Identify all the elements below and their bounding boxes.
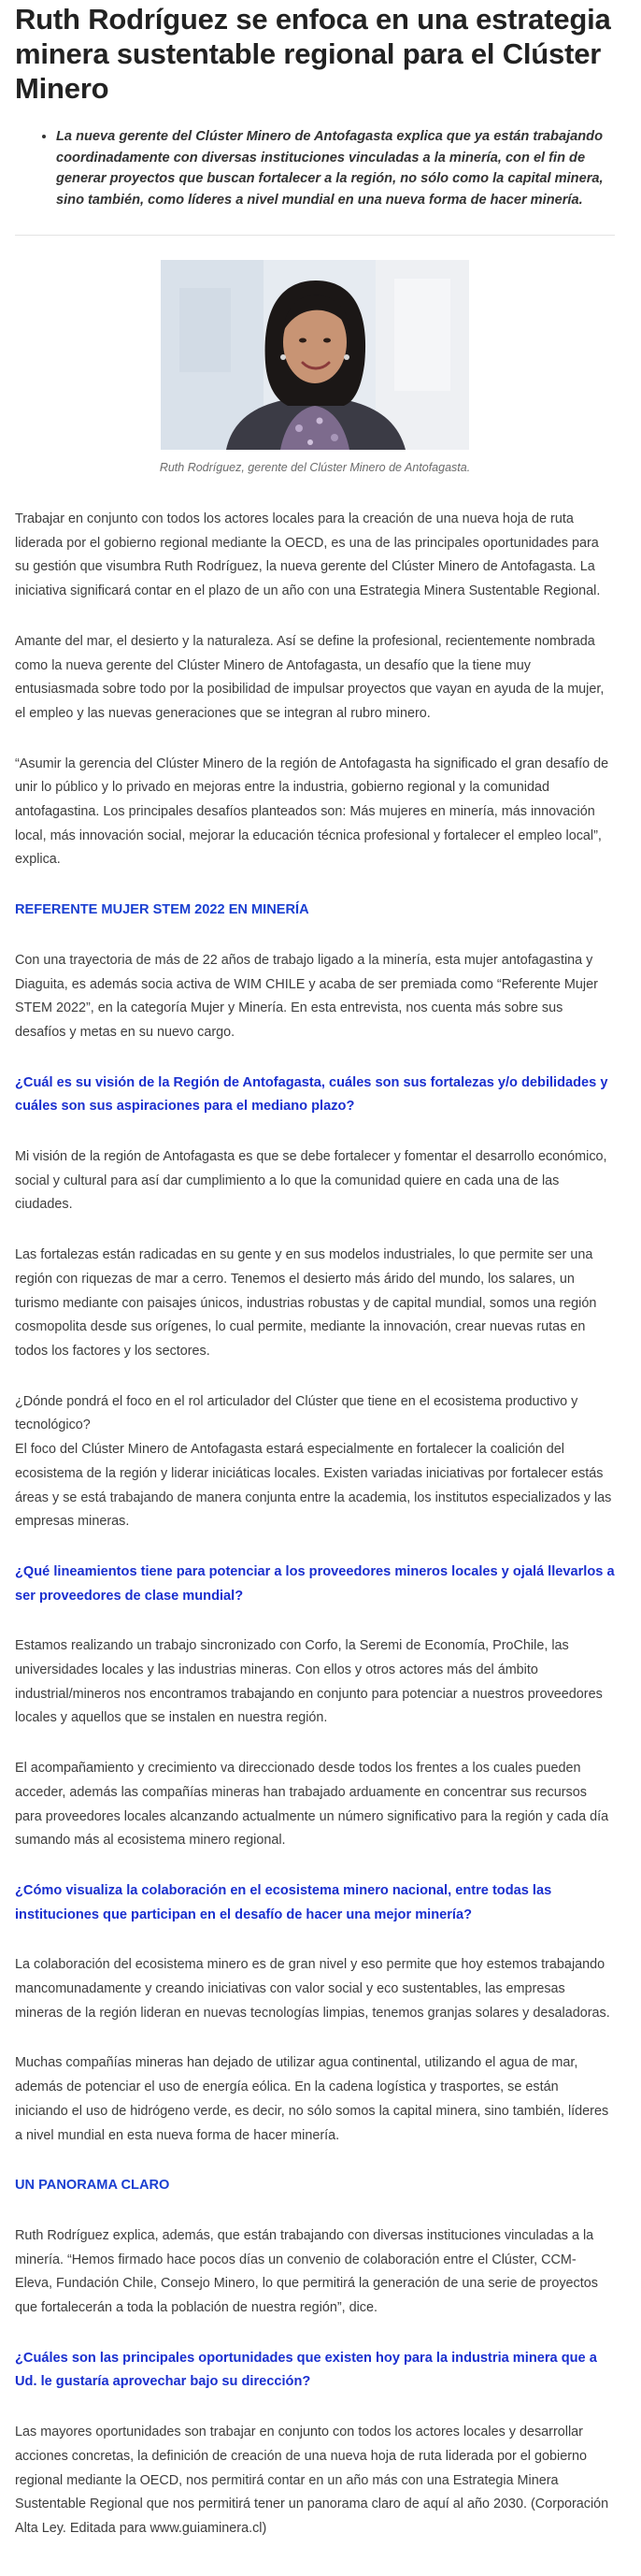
article-photo (15, 260, 615, 474)
section-heading: UN PANORAMA CLARO (15, 2178, 170, 2194)
article-paragraph: Las mayores oportunidades son trabajar en conjunto con todos los actores locales y desarrollar acciones concretas, la definición de creación de una nueva hoja de ruta liderada por el gobierno regional mediante la OECD, nos permitirá contar en un año más con una Estrategia Minera Sustentable Regional que nos permitirá tener un panorama claro de aquí al año 2030. (Corporación Alta Ley. Editada para www.guiaminera.cl) (15, 2425, 609, 2536)
article-paragraph: Mi visión de la región de Antofagasta es que se debe fortalecer y fomentar el desarrollo económico, social y cultural para así dar cumplimiento a lo que la comunidad quiere en cada una de las ciudades. (15, 1149, 607, 1213)
article-paragraph: El acompañamiento y crecimiento va direccionado desde todos los frentes a los cuales pueden acceder, además las compañías mineras han trabajado arduamente en concentrar sus recursos para proveedores locales alcanzando actualmente un número significativo para la región y cada día sumando más al ecosistema minero regional. (15, 1761, 609, 1849)
summary-bullet: • La nueva gerente del Clúster Minero de Antofagasta explica que ya están trabajando coordinadamente con diversas instituciones vinculadas a la minería, con el fin de generar proyectos que buscan fortalecer a la región, no sólo como la capital minera, sino también, como líderes a nivel mundial en una nueva forma de hacer minería. (56, 126, 615, 210)
interview-question: ¿Cuáles son las principales oportunidades que existen hoy para la industria minera que a Ud. le gustaría aprovechar bajo su dirección? (15, 2350, 597, 2390)
article-paragraph: Estamos realizando un trabajo sincronizado con Corfo, la Seremi de Economía, ProChile, las universidades locales y las industrias mineras. Con ellos y otros actores más del ámbito industrial/mineros nos encontramos trabajando en conjunto para potenciar a nuestros proveedores locales y aquellos que se instalen en nuestra región. (15, 1638, 603, 1726)
article-summary (15, 126, 615, 236)
portrait-image (161, 260, 469, 450)
article-paragraph: Ruth Rodríguez explica, además, que están trabajando con diversas instituciones vinculadas a la minería. “Hemos firmado hace pocos días un convenio de colaboración entre el Clúster, CCM- Eleva, Fundación Chile, Consejo Minero, lo que permitirá la generación de una serie de proyectos que fortalecerán a toda la población de nuestra región”, dice. (15, 2227, 598, 2316)
portrait-illustration (161, 260, 469, 450)
article-paragraph: La colaboración del ecosistema minero es de gran nivel y eso permite que hoy estemos trabajando mancomunadamente y creando iniciativas con valor social y eco sustentables, las empresas mineras de la región lideran en nuevas tecnologías limpias, tenemos granjas solares y desaladoras. (15, 1957, 610, 2021)
article-paragraph: “Asumir la gerencia del Clúster Minero de la región de Antofagasta ha significado el gran desafío de unir lo público y lo privado en mejoras entre la industria, gobierno regional y la comunidad antofagastina. Los principales desafíos planteados son: Más mujeres en minería, más innovación local, más innovación social, mejorar la educación técnica profesional y fortalecer el empleo local”, explica. (15, 756, 609, 868)
interview-question: ¿Cómo visualiza la colaboración en el ecosistema minero nacional, entre todas las instituciones que participan en el desafío de hacer una mejor minería? (15, 1882, 552, 1922)
article-body (15, 508, 615, 2541)
interview-question: ¿Cuál es su visión de la Región de Antofagasta, cuáles son sus fortalezas y/o debilidades y cuáles son sus aspiraciones para el mediano plazo? (15, 1074, 608, 1115)
article-paragraph: Trabajar en conjunto con todos los actores locales para la creación de una nueva hoja de ruta liderada por el gobierno regional mediante la OECD, es una de las principales oportunidades para su gestión que visumbra Ruth Rodríguez, la nueva gerente del Clúster Minero de Antofagasta. La iniciativa significará contar en el plazo de un año con una Estrategia Minera Sustentable Regional. (15, 511, 601, 599)
article-title: Ruth Rodríguez se enfoca en una estrategia minera sustentable regional para el Clúster Minero (15, 3, 611, 105)
article-paragraph: Las fortalezas están radicadas en su gente y en sus modelos industriales, lo que permite ser una región con riquezas de mar a cerro. Tenemos el desierto más árido del mundo, los salares, un turismo mediante con paisajes únicos, industrias robustas y de capital mundial, somos una región cosmopolita desde sus orígenes, lo cual permite, mediante la innovación, crear nuevas rutas en todos los factores y los sectores. (15, 1247, 597, 1359)
interview-question: ¿Qué lineamientos tiene para potenciar a los proveedores mineros locales y ojalá llevarlos a ser proveedores de clase mundial? (15, 1563, 615, 1604)
section-heading: REFERENTE MUJER STEM 2022 EN MINERÍA (15, 902, 309, 918)
article-paragraph: Con una trayectoria de más de 22 años de trabajo ligado a la minería, esta mujer antofagastina y Diaguita, es además socia activa de WIM CHILE y acaba de ser premiada como “Referente Mujer STEM 2022”, en la categoría Mujer y Minería. En esta entrevista, nos cuenta más sobre sus desafíos y metas en su nuevo cargo. (15, 952, 598, 1040)
summary-list (15, 126, 615, 210)
article-paragraph: Muchas compañías mineras han dejado de utilizar agua continental, utilizando el agua de mar, además de potenciar el uso de energía eólica. En la cadena logística y trasportes, se están iniciando el uso de hidrógeno verde, es decir, no sólo somos la capital minera, sino también, líderes a nivel mundial en esta nueva forma de hacer minería. (15, 2055, 609, 2143)
article-paragraph: ¿Dónde pondrá el foco en el rol articulador del Clúster que tiene en el ecosistema productivo y tecnológico? El foco del Clúster Minero de Antofagasta estará especialmente en fortalecer la coalición del ecosistema de la región y liderar iniciáticas locales. Existen variadas iniciativas por fortalecer estás áreas y se está trabajando de manera conjunta entre la academia, los institutos especializados y las empresas mineras. (15, 1393, 612, 1530)
article-paragraph: Amante del mar, el desierto y la naturaleza. Así se define la profesional, recientemente nombrada como la nueva gerente del Clúster Minero de Antofagasta, un desafío que la tiene muy entusiasmada sobre todo por la posibilidad de impulsar proyectos que vayan en ayuda de la mujer, el empleo y las nuevas generaciones que se integran al rubro minero. (15, 633, 605, 721)
photo-caption: Ruth Rodríguez, gerente del Clúster Minero de Antofagasta. (159, 461, 471, 474)
